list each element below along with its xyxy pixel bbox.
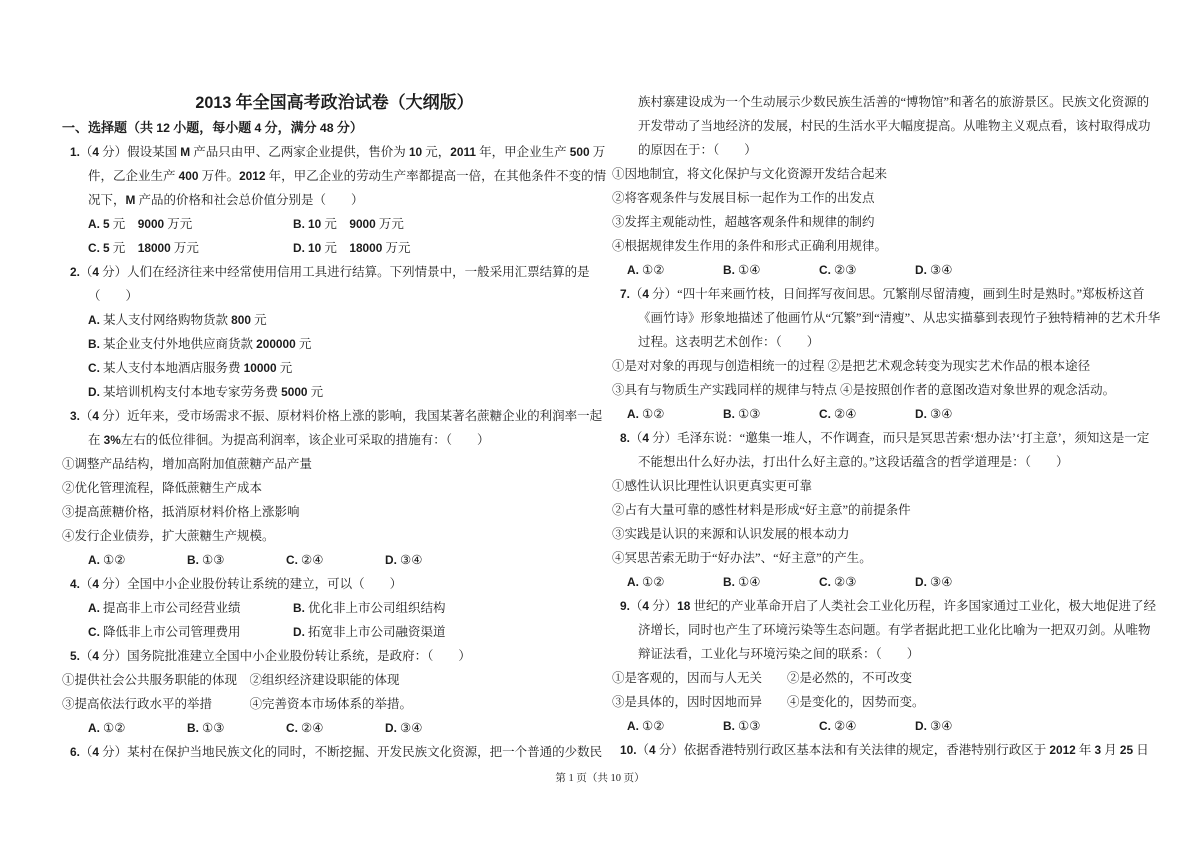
question-line-continued: 族村寨建设成为一个生动展示少数民族生活善的“博物馆”和著名的旅游景区。民族文化资源的 [638,95,1150,109]
question-line: 2.（4 分）人们在经济往来中经常使用信用工具进行结算。下列情景中，一般采用汇票结算的是 [70,265,590,279]
question-line: 8.（4 分）毛泽东说：“邀集一堆人，不作调查，而只是冥思苦索‘想办法’‘打主意’，须知这是一定 [620,431,1150,445]
answer-option: A. 5 元 9000 万元 [88,217,193,231]
choice-item-line: ③提高依法行政水平的举措 ④完善资本市场体系的举措。 [62,697,413,711]
question-line: 4.（4 分）全国中小企业股份转让系统的建立，可以（ ） [70,577,403,591]
choice-item-line: ②占有大量可靠的感性材料是形成“好主意”的前提条件 [612,503,911,517]
choice-item-line: ④冥思苦索无助于“好办法”、“好主意”的产生。 [612,551,872,565]
answer-option: D. ③④ [385,721,423,735]
option-row [62,716,607,740]
answer-option: C. ②④ [286,721,324,735]
option-row [62,548,607,572]
answer-option: D. 10 元 18000 万元 [293,241,411,255]
question-line: 5.（4 分）国务院批准建立全国中小企业股份转让系统，是政府：（ ） [70,649,471,663]
question-line-continued: 济增长，同时也产生了环境污染等生态问题。有学者据此把工业化比喻为一把双刃剑。从唯物 [638,623,1151,637]
answer-option: C. ②④ [819,407,857,421]
answer-option: B. ①③ [723,719,761,733]
option-line: B. 某企业支付外地供应商货款 200000 元 [88,337,312,351]
option-line: D. 某培训机构支付本地专家劳务费 5000 元 [88,385,324,399]
question-line: 7.（4 分）“四十年来画竹枝，日间挥写夜间思。冗繁削尽留清瘦，画到生时是熟时。”郑板桥这首 [620,287,1145,301]
choice-item-line: ④根据规律发生作用的条件和形式正确利用规律。 [612,239,888,253]
question-line-continued: 《画竹诗》形象地描述了他画竹从“冗繁”到“清瘦”、从忠实描摹到表现竹子独特精神的艺术升华 [638,311,1161,325]
answer-option: D. ③④ [385,553,423,567]
choice-item-line: ①感性认识比理性认识更真实更可靠 [612,479,813,493]
answer-option: A. ①② [627,575,665,589]
option-row [612,570,1157,594]
option-row [62,596,607,620]
choice-item-line: ③是具体的，因时因地而异 ④是变化的，因势而变。 [612,695,925,709]
question-line-continued: 开发带动了当地经济的发展，村民的生活水平大幅度提高。从唯物主义观点看，该村取得成功 [638,119,1151,133]
answer-option: A. ①② [627,407,665,421]
choice-item-line: ③实践是认识的来源和认识发展的根本动力 [612,527,850,541]
choice-item-line: ①是对对象的再现与创造相统一的过程 ②是把艺术观念转变为现实艺术作品的根本途径 [612,359,1091,373]
option-line: A. 某人支付网络购物货款 800 元 [88,313,267,327]
answer-option: D. 拓宽非上市公司融资渠道 [293,625,446,639]
choice-item-line: ②优化管理流程，降低蔗糖生产成本 [62,481,263,495]
answer-option: A. ①② [88,721,126,735]
option-row [612,258,1157,282]
question-line-continued: 况下，M 产品的价格和社会总价值分别是（ ） [88,193,364,207]
answer-option: D. ③④ [915,407,953,421]
question-line-continued: 辩证法看，工业化与环境污染之间的联系：（ ） [638,647,920,661]
option-row [612,714,1157,738]
page-title: 2013 年全国高考政治试卷（大纲版） [195,93,474,112]
page-footer: 第 1 页（共 10 页） [555,773,645,784]
answer-option: D. ③④ [915,263,953,277]
answer-option: B. ①③ [187,721,225,735]
choice-item-line: ②将客观条件与发展目标一起作为工作的出发点 [612,191,875,205]
option-row [62,236,607,260]
question-line-continued: （ ） [88,289,139,303]
question-line: 10.（4 分）依据香港特别行政区基本法和有关法律的规定，香港特别行政区于 2012 年 3 月 25 日 [620,743,1149,757]
question-line-continued: 过程。这表明艺术创作：（ ） [638,335,820,349]
option-row [612,402,1157,426]
question-line: 9.（4 分）18 世纪的产业革命开启了人类社会工业化历程，许多国家通过工业化，极大地促进了经 [620,599,1156,613]
question-line: 3.（4 分）近年来，受市场需求不振、原材料价格上涨的影响，我国某著名蔗糖企业的利润率一起 [70,409,603,423]
question-line-continued: 不能想出什么好办法，打出什么好主意的。”这段话蕴含的哲学道理是：（ ） [638,455,1069,469]
question-line-continued: 的原因在于：（ ） [638,143,757,157]
choice-item-line: ③具有与物质生产实践同样的规律与特点 ④是按照创作者的意图改造对象世界的观念活动。 [612,383,1116,397]
answer-option: D. ③④ [915,719,953,733]
question-line: 1.（4 分）假设某国 M 产品只由甲、乙两家企业提供，售价为 10 元，2011 年，甲企业生产 500 万 [70,145,606,159]
answer-option: B. ①④ [723,263,761,277]
answer-option: C. ②③ [819,575,857,589]
answer-option: C. 降低非上市公司管理费用 [88,625,241,639]
question-line-continued: 件，乙企业生产 400 万件。2012 年，甲乙企业的劳动生产率都提高一倍，在其他条件不变的情 [88,169,607,183]
question-line-continued: 在 3%左右的低位徘徊。为提高利润率，该企业可采取的措施有：（ ） [88,433,490,447]
option-line: C. 某人支付本地酒店服务费 10000 元 [88,361,293,375]
right-column [612,90,1161,762]
left-column [62,90,607,764]
answer-option: A. ①② [88,553,126,567]
option-row [62,620,607,644]
choice-item-line: ①是客观的，因而与人无关 ②是必然的，不可改变 [612,671,913,685]
answer-option: D. ③④ [915,575,953,589]
answer-option: C. ②④ [286,553,324,567]
answer-option: A. 提高非上市公司经营业绩 [88,601,241,615]
answer-option: B. ①③ [187,553,225,567]
answer-option: A. ①② [627,263,665,277]
answer-option: B. 优化非上市公司组织结构 [293,601,446,615]
choice-item-line: ①因地制宜，将文化保护与文化资源开发结合起来 [612,167,888,181]
section-header: 一、选择题（共 12 小题，每小题 4 分，满分 48 分） [62,120,363,135]
answer-option: A. ①② [627,719,665,733]
choice-item-line: ①提供社会公共服务职能的体现 ②组织经济建设职能的体现 [62,673,400,687]
option-row [62,212,607,236]
choice-item-line: ①调整产品结构，增加高附加值蔗糖产品产量 [62,457,313,471]
answer-option: B. ①④ [723,575,761,589]
choice-item-line: ④发行企业债券，扩大蔗糖生产规模。 [62,529,275,543]
answer-option: C. ②④ [819,719,857,733]
answer-option: C. 5 元 18000 万元 [88,241,199,255]
answer-option: C. ②③ [819,263,857,277]
question-line: 6.（4 分）某村在保护当地民族文化的同时，不断挖掘、开发民族文化资源，把一个普通的少数民 [70,745,603,759]
answer-option: B. ①③ [723,407,761,421]
answer-option: B. 10 元 9000 万元 [293,217,404,231]
choice-item-line: ③发挥主观能动性，超越客观条件和规律的制约 [612,215,875,229]
choice-item-line: ③提高蔗糖价格，抵消原材料价格上涨影响 [62,505,300,519]
